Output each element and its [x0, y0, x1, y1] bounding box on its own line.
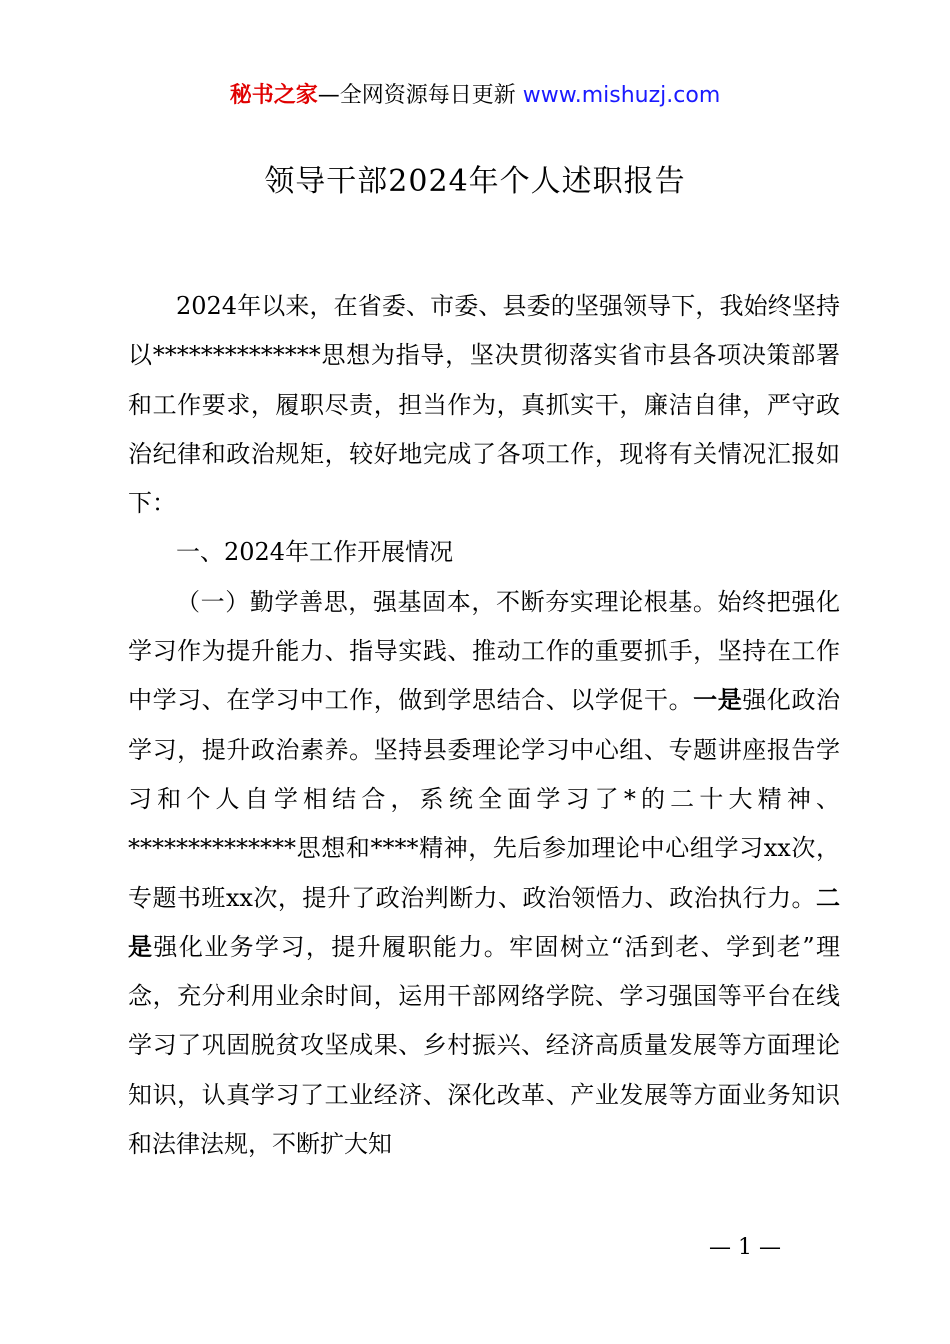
subsection-opening: （一）勤学善思，强基固本，不断夯实理论根基。始终把强化学习作为提升能力、指导实践、推动工作的重要抓手，坚持在工作中学习、在学习中工作，做到学思结合、以学促干。 — [128, 587, 840, 715]
page-number: — 1 — — [709, 1235, 781, 1260]
site-header — [0, 80, 950, 112]
point-text-2: 强化业务学习，提升履职能力。牢固树立“活到老、学到老”理念，充分利用业余时间，运用干部网络学院、学习强国等平台在线学习了巩固脱贫攻坚成果、乡村振兴、经济高质量发展等方面理论知识，认真学习了工业经济、深化改革、产业发展等方面业务知识和法律法规，不断扩大知 — [128, 932, 841, 1159]
site-brand: 秘书之家 — [229, 83, 318, 108]
document-body — [128, 282, 840, 1169]
intro-paragraph: 2024年以来，在省委、市委、县委的坚强领导下，我始终坚持以**************思想为指导，坚决贯彻落实省市县各项决策部署和工作要求，履职尽责，担当作为，真抓实干，廉洁自律，严守政治纪律和政治规矩，较好地完成了各项工作，现将有关情况汇报如下： — [128, 292, 840, 518]
site-tagline: —全网资源每日更新 — [317, 83, 516, 108]
point-label-2: 二是 — [128, 883, 840, 961]
section-heading: 一、2024年工作开展情况 — [176, 538, 454, 567]
point-text-1: 强化政治学习，提升政治素养。坚持县委理论学习中心组、专题讲座报告学习和个人自学相结合，系统全面学习了*的二十大精神、**************思想和****精神，先后参加理论中心组学习xx次，专题书班xx次，提升了政治判断力、政治领悟力、政治执行力。 — [128, 686, 841, 912]
site-url-link[interactable]: www.mishuzj.com — [522, 83, 721, 108]
point-label-1: 一是 — [693, 686, 743, 715]
subsection-paragraph — [128, 578, 840, 1170]
document-title: 领导干部2024年个人述职报告 — [264, 164, 686, 199]
